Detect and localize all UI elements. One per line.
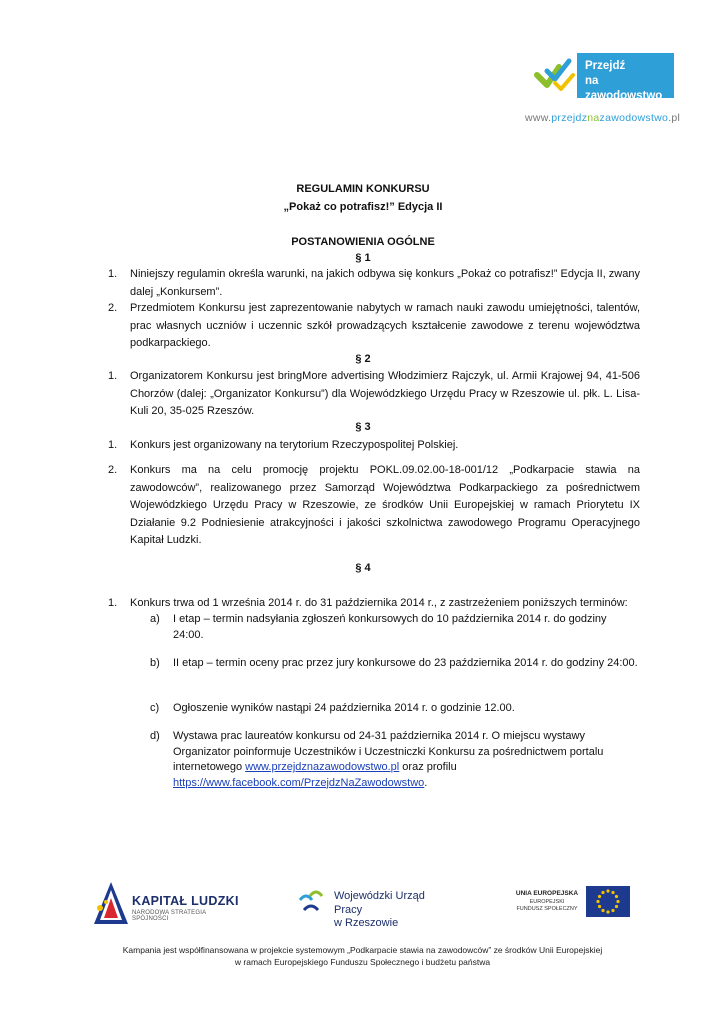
- wup-logo: [296, 888, 456, 929]
- eu-sub-line2: FUNDUSZ SPOŁECZNY: [516, 906, 578, 912]
- document-title: REGULAMIN KONKURSU: [296, 183, 430, 195]
- item-number: 1.: [108, 439, 118, 451]
- list-item: [108, 462, 640, 550]
- logo-line2: na zawodowstwo: [585, 75, 663, 102]
- wup-line1: Wojewódzki Urząd Pracy: [334, 890, 425, 916]
- item-text: Konkurs trwa od 1 września 2014 r. do 31 października 2014 r., z zastrzeżeniem poniższych terminów:: [130, 597, 628, 609]
- item-text: Przedmiotem Konkursu jest zaprezentowanie nabytych w ramach nauki zawodu umiejętności, talentów, prac własnych uczniów i uczennic szkół prowadzących kształcenie zawodowe z terenu województwa podkarpackiego.: [130, 302, 640, 349]
- list-item: [108, 595, 640, 613]
- sub-item-text: II etap – termin oceny prac przez jury konkursowe do 23 października 2014 r. do godziny 24:00.: [173, 657, 638, 669]
- kapital-ludzki-subtitle: NARODOWA STRATEGIA SPÓJNOŚCI: [132, 910, 206, 922]
- sub-item-text: I etap – termin nadsyłania zgłoszeń konkursowych do 10 października 2014 r. do godziny 24:00.: [173, 613, 607, 641]
- logo-text-box: [577, 53, 674, 102]
- url-part: www.: [525, 112, 552, 124]
- item-text: Niniejszy regulamin określa warunki, na jakich odbywa się konkurs „Pokaż co potrafisz!” Edycja II, zwany dalej „Konkursem”.: [130, 268, 640, 298]
- funding-note: [100, 945, 625, 968]
- sub-item-letter: a): [150, 613, 160, 625]
- sub-item-a: [150, 612, 640, 643]
- list-item: [108, 437, 640, 455]
- text-segment: oraz profilu: [399, 761, 457, 773]
- eu-logo: [512, 885, 632, 919]
- sub-item-letter: d): [150, 730, 160, 742]
- kapital-ludzki-icon: [92, 880, 130, 928]
- sub-item-b: [150, 656, 640, 672]
- przejdz-logo: [529, 53, 674, 102]
- text-segment: Wystawa prac laureatów konkursu od 24-31 października 2014 r. O miejscu wystawy Organizator poinformuje Uczestników i Uczestniczki Konkursu za pośrednictwem portalu internetowego: [173, 730, 604, 773]
- item-text: Konkurs ma na celu promocję projektu POKL.09.02.00-18-001/12 „Podkarpacie stawia na zawodowców”, realizowanego przez Samorząd Województwa Podkarpackiego za pośrednictwem Wojewódzkiego Urzędu Pracy w Rzeszowie, ze środków Unii Europejskiej w ramach Priorytetu IX Działanie 9.2 Podniesienie atrakcyjności i jakości szkolnictwa zawodowego Programu Operacyjnego Kapitał Ludzki.: [130, 464, 640, 546]
- item-text: Konkurs jest organizowany na terytorium Rzeczypospolitej Polskiej.: [130, 439, 459, 451]
- paragraph-mark-2: § 2: [355, 353, 371, 365]
- sub-item-d: [150, 729, 640, 791]
- paragraph-mark-3: § 3: [355, 421, 371, 433]
- wup-line2: w Rzeszowie: [334, 917, 399, 929]
- text-segment: .: [424, 776, 428, 789]
- sub-item-c: [150, 701, 640, 717]
- item-number: 2.: [108, 464, 118, 476]
- sub-item-letter: b): [150, 657, 160, 669]
- sub-item-letter: c): [150, 702, 160, 714]
- url-part: .pl: [668, 112, 681, 124]
- document-subtitle: „Pokaż co potrafisz!” Edycja II: [283, 201, 443, 213]
- eu-title: UNIA EUROPEJSKA: [515, 890, 579, 897]
- website-link[interactable]: www.przejdznazawodowstwo.pl: [245, 761, 400, 773]
- section-heading: POSTANOWIENIA OGÓLNE: [291, 236, 435, 248]
- list-item: [108, 300, 640, 353]
- item-text: Organizatorem Konkursu jest bringMore advertising Włodzimierz Rajczyk, ul. Armii Krajowej 94, 41-506 Chorzów (dalej: „Organizator Konkursu”) dla Wojewódzkiego Urzędu Pracy w Rzeszowie ul. płk. L. Lisa-Kuli 20, 35-025 Rzeszów.: [130, 370, 640, 417]
- wup-text: [334, 890, 456, 931]
- kapital-ludzki-title: KAPITAŁ LUDZKI: [132, 894, 239, 908]
- header-url[interactable]: [525, 112, 680, 124]
- item-number: 1.: [108, 597, 118, 609]
- facebook-link[interactable]: https://www.facebook.com/PrzejdzNaZawodowstwo: [173, 776, 425, 789]
- funding-note-line1: Kampania jest współfinansowana w projekcie systemowym „Podkarpacie stawia na zawodowców” ze środków Unii Europejskiej: [122, 945, 603, 955]
- item-number: 2.: [108, 302, 118, 314]
- eu-subtitle: [512, 899, 582, 913]
- list-item: [108, 368, 640, 421]
- list-item: [108, 266, 640, 301]
- paragraph-mark-1: § 1: [355, 252, 371, 264]
- sub-item-text: [173, 729, 640, 791]
- item-number: 1.: [108, 370, 118, 382]
- wup-birds-icon: [296, 888, 330, 918]
- url-part: na: [587, 112, 600, 124]
- logo-line1: Przejdź: [585, 60, 626, 72]
- funding-note-line2: w ramach Europejskiego Funduszu Społecznego i budżetu państwa: [234, 956, 491, 967]
- sub-item-text: Ogłoszenie wyników nastąpi 24 października 2014 r. o godzinie 12.00.: [173, 702, 515, 714]
- checkmark-logo-icon: [529, 53, 577, 98]
- url-part: zawodowstwo: [599, 112, 669, 124]
- eu-flag-icon: [586, 886, 630, 917]
- paragraph-mark-4: § 4: [355, 562, 371, 574]
- kapital-ludzki-logo: [92, 880, 242, 928]
- url-part: przejdz: [551, 112, 588, 124]
- item-number: 1.: [108, 268, 118, 280]
- eu-sub-line1: EUROPEJSKI: [529, 899, 565, 905]
